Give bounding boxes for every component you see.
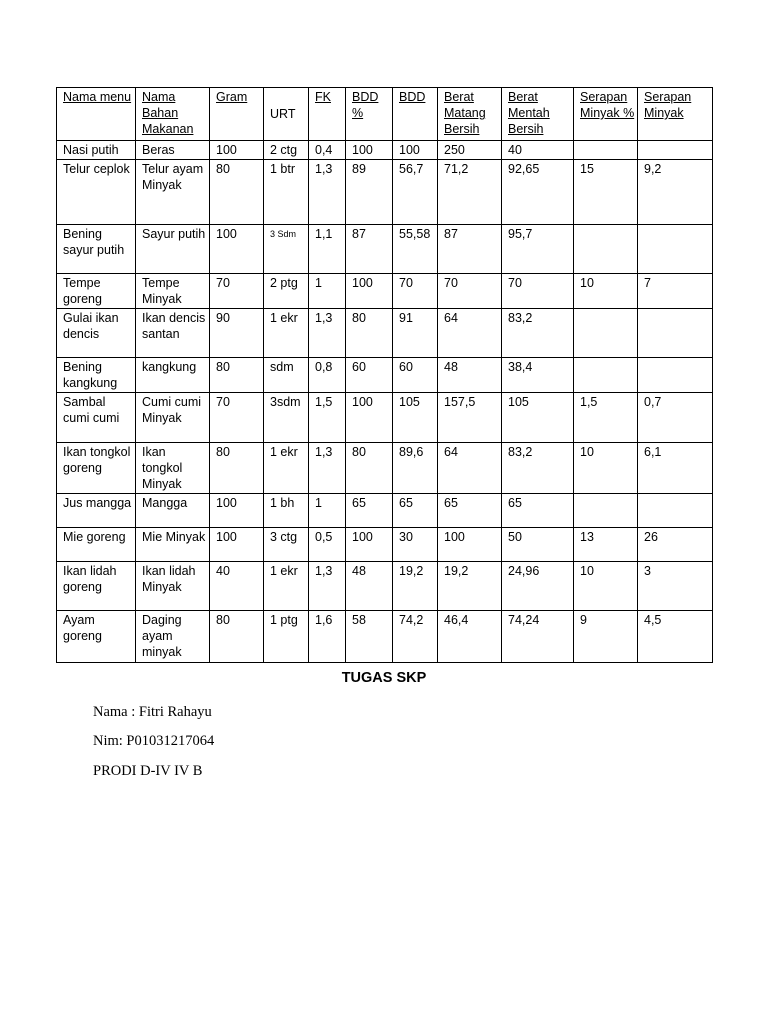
cell-urt: 1 ekr — [264, 443, 309, 494]
cell-berat-matang: 70 — [438, 274, 502, 309]
header-serapan: Serapan Minyak — [638, 88, 713, 141]
cell-berat-matang: 250 — [438, 141, 502, 160]
cell-berat-mentah: 83,2 — [502, 443, 574, 494]
cell-nama-menu: Telur ceplok — [57, 160, 136, 225]
cell-bdd: 55,58 — [393, 225, 438, 274]
cell-urt: 3sdm — [264, 393, 309, 443]
cell-gram: 80 — [210, 358, 264, 393]
cell-nama-menu: Ikan tongkol goreng — [57, 443, 136, 494]
cell-urt: 2 ctg — [264, 141, 309, 160]
cell-nama-menu: Ayam goreng — [57, 611, 136, 663]
cell-nama-bahan: Ikan tongkol Minyak — [136, 443, 210, 494]
header-bdd-persen: BDD % — [346, 88, 393, 141]
header-fk: FK — [309, 88, 346, 141]
cell-nama-bahan: Mie Minyak — [136, 528, 210, 562]
table-row — [57, 274, 713, 309]
cell-berat-matang: 100 — [438, 528, 502, 562]
cell-gram: 80 — [210, 611, 264, 663]
cell-nama-menu: Bening sayur putih — [57, 225, 136, 274]
cell-serapan: 6,1 — [638, 443, 713, 494]
cell-nama-bahan: Ikan lidah Minyak — [136, 562, 210, 611]
cell-bdd-persen: 58 — [346, 611, 393, 663]
cell-berat-matang: 65 — [438, 494, 502, 528]
cell-urt: 3 Sdm — [264, 225, 309, 274]
cell-bdd-persen: 100 — [346, 528, 393, 562]
cell-berat-mentah: 95,7 — [502, 225, 574, 274]
cell-gram: 80 — [210, 443, 264, 494]
cell-bdd-persen: 65 — [346, 494, 393, 528]
cell-nama-bahan: Daging ayam minyak — [136, 611, 210, 663]
table-row — [57, 611, 713, 663]
cell-gram: 40 — [210, 562, 264, 611]
cell-urt: 3 ctg — [264, 528, 309, 562]
cell-nama-bahan: Beras — [136, 141, 210, 160]
cell-serapan-persen — [574, 494, 638, 528]
cell-bdd: 56,7 — [393, 160, 438, 225]
cell-bdd: 91 — [393, 309, 438, 358]
cell-berat-matang: 64 — [438, 309, 502, 358]
header-berat-matang: Berat Matang Bersih — [438, 88, 502, 141]
cell-nama-bahan: kangkung — [136, 358, 210, 393]
cell-nama-bahan: Tempe Minyak — [136, 274, 210, 309]
cell-urt: 1 btr — [264, 160, 309, 225]
cell-gram: 100 — [210, 225, 264, 274]
cell-serapan: 26 — [638, 528, 713, 562]
cell-urt: 1 ptg — [264, 611, 309, 663]
header-berat-mentah: Berat Mentah Bersih — [502, 88, 574, 141]
cell-berat-mentah: 40 — [502, 141, 574, 160]
cell-serapan-persen: 9 — [574, 611, 638, 663]
table-row — [57, 494, 713, 528]
cell-fk: 0,5 — [309, 528, 346, 562]
cell-bdd-persen: 100 — [346, 141, 393, 160]
cell-serapan — [638, 225, 713, 274]
cell-berat-mentah: 65 — [502, 494, 574, 528]
table-header-row — [57, 88, 713, 141]
header-urt: URT — [264, 88, 309, 141]
cell-gram: 100 — [210, 528, 264, 562]
cell-nama-bahan: Mangga — [136, 494, 210, 528]
cell-berat-matang: 64 — [438, 443, 502, 494]
header-nama-bahan: Nama Bahan Makanan — [136, 88, 210, 141]
cell-serapan — [638, 309, 713, 358]
cell-fk: 1,3 — [309, 443, 346, 494]
cell-bdd-persen: 100 — [346, 393, 393, 443]
cell-serapan-persen — [574, 358, 638, 393]
cell-bdd: 89,6 — [393, 443, 438, 494]
cell-bdd-persen: 80 — [346, 443, 393, 494]
cell-bdd: 60 — [393, 358, 438, 393]
cell-nama-bahan: Sayur putih — [136, 225, 210, 274]
header-gram: Gram — [210, 88, 264, 141]
cell-serapan-persen: 10 — [574, 443, 638, 494]
cell-gram: 100 — [210, 141, 264, 160]
cell-serapan-persen — [574, 141, 638, 160]
cell-fk: 1 — [309, 494, 346, 528]
cell-nama-menu: Mie goreng — [57, 528, 136, 562]
cell-bdd-persen: 48 — [346, 562, 393, 611]
cell-serapan-persen: 15 — [574, 160, 638, 225]
cell-berat-mentah: 74,24 — [502, 611, 574, 663]
cell-gram: 90 — [210, 309, 264, 358]
table-row — [57, 160, 713, 225]
header-serapan-persen: Serapan Minyak % — [574, 88, 638, 141]
student-nim: Nim: P01031217064 — [93, 733, 215, 749]
cell-urt: 1 ekr — [264, 562, 309, 611]
cell-gram: 80 — [210, 160, 264, 225]
cell-berat-mentah: 92,65 — [502, 160, 574, 225]
cell-serapan-persen: 10 — [574, 274, 638, 309]
table-row — [57, 443, 713, 494]
cell-serapan-persen: 10 — [574, 562, 638, 611]
cell-urt: 1 ekr — [264, 309, 309, 358]
cell-serapan: 9,2 — [638, 160, 713, 225]
cell-gram: 100 — [210, 494, 264, 528]
cell-berat-matang: 157,5 — [438, 393, 502, 443]
cell-nama-menu: Jus mangga — [57, 494, 136, 528]
table-row — [57, 393, 713, 443]
cell-nama-bahan: Cumi cumi Minyak — [136, 393, 210, 443]
cell-serapan: 7 — [638, 274, 713, 309]
header-nama-menu: Nama menu — [57, 88, 136, 141]
cell-berat-mentah: 38,4 — [502, 358, 574, 393]
cell-nama-bahan: Ikan dencis santan — [136, 309, 210, 358]
cell-bdd: 65 — [393, 494, 438, 528]
cell-bdd: 30 — [393, 528, 438, 562]
cell-berat-matang: 46,4 — [438, 611, 502, 663]
cell-fk: 1,1 — [309, 225, 346, 274]
cell-bdd: 100 — [393, 141, 438, 160]
cell-serapan — [638, 141, 713, 160]
cell-berat-mentah: 105 — [502, 393, 574, 443]
cell-bdd-persen: 60 — [346, 358, 393, 393]
cell-serapan: 3 — [638, 562, 713, 611]
student-prodi: PRODI D-IV IV B — [93, 763, 203, 779]
cell-bdd-persen: 87 — [346, 225, 393, 274]
cell-bdd: 105 — [393, 393, 438, 443]
cell-serapan-persen: 1,5 — [574, 393, 638, 443]
cell-urt: sdm — [264, 358, 309, 393]
cell-serapan-persen — [574, 309, 638, 358]
cell-bdd: 70 — [393, 274, 438, 309]
table-row — [57, 309, 713, 358]
cell-nama-bahan: Telur ayam Minyak — [136, 160, 210, 225]
cell-fk: 1,3 — [309, 562, 346, 611]
cell-fk: 1,3 — [309, 160, 346, 225]
cell-fk: 1,6 — [309, 611, 346, 663]
cell-bdd-persen: 100 — [346, 274, 393, 309]
header-bdd: BDD — [393, 88, 438, 141]
cell-nama-menu: Bening kangkung — [57, 358, 136, 393]
cell-berat-matang: 71,2 — [438, 160, 502, 225]
cell-nama-menu: Nasi putih — [57, 141, 136, 160]
cell-berat-mentah: 50 — [502, 528, 574, 562]
cell-serapan — [638, 494, 713, 528]
cell-berat-mentah: 83,2 — [502, 309, 574, 358]
table-row — [57, 225, 713, 274]
cell-serapan-persen: 13 — [574, 528, 638, 562]
cell-bdd-persen: 89 — [346, 160, 393, 225]
cell-berat-matang: 48 — [438, 358, 502, 393]
cell-gram: 70 — [210, 393, 264, 443]
cell-nama-menu: Gulai ikan dencis — [57, 309, 136, 358]
cell-urt: 2 ptg — [264, 274, 309, 309]
cell-fk: 0,8 — [309, 358, 346, 393]
cell-bdd: 74,2 — [393, 611, 438, 663]
cell-serapan: 4,5 — [638, 611, 713, 663]
food-table — [56, 87, 713, 663]
cell-fk: 1,3 — [309, 309, 346, 358]
cell-fk: 0,4 — [309, 141, 346, 160]
cell-berat-mentah: 24,96 — [502, 562, 574, 611]
cell-urt: 1 bh — [264, 494, 309, 528]
cell-bdd-persen: 80 — [346, 309, 393, 358]
cell-berat-matang: 87 — [438, 225, 502, 274]
cell-gram: 70 — [210, 274, 264, 309]
cell-nama-menu: Ikan lidah goreng — [57, 562, 136, 611]
cell-fk: 1,5 — [309, 393, 346, 443]
cell-fk: 1 — [309, 274, 346, 309]
table-row — [57, 528, 713, 562]
cell-serapan: 0,7 — [638, 393, 713, 443]
table-row — [57, 141, 713, 160]
cell-bdd: 19,2 — [393, 562, 438, 611]
cell-serapan — [638, 358, 713, 393]
cell-serapan-persen — [574, 225, 638, 274]
cell-nama-menu: Sambal cumi cumi — [57, 393, 136, 443]
cell-berat-matang: 19,2 — [438, 562, 502, 611]
student-name: Nama : Fitri Rahayu — [93, 704, 212, 720]
table-row — [57, 358, 713, 393]
document-title: TUGAS SKP — [341, 670, 427, 686]
cell-nama-menu: Tempe goreng — [57, 274, 136, 309]
cell-berat-mentah: 70 — [502, 274, 574, 309]
table-row — [57, 562, 713, 611]
